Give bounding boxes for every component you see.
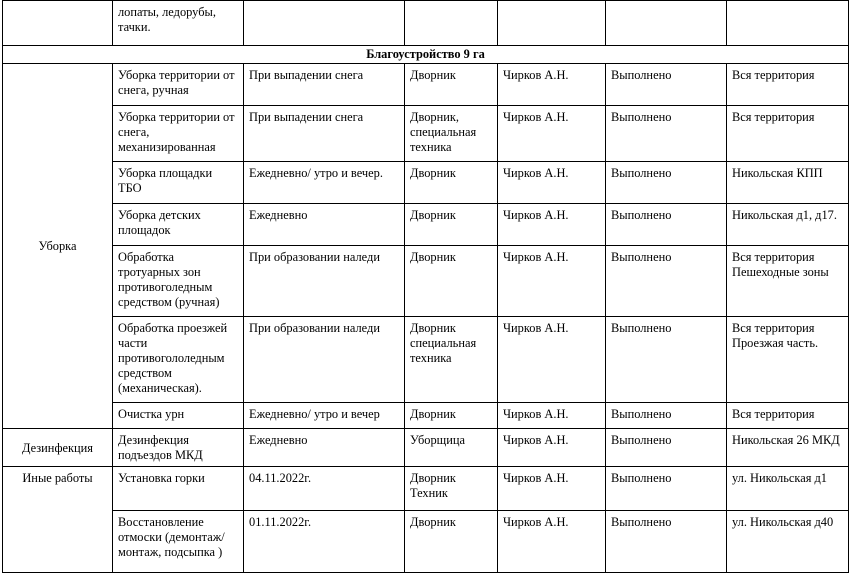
work-cell: Обработка тротуарных зон противоголедным средством (ручная) bbox=[113, 246, 244, 317]
table-row bbox=[3, 204, 849, 246]
table-row bbox=[3, 246, 849, 317]
executor-cell: Дворник Техник bbox=[405, 467, 498, 511]
responsible-cell: Чирков А.Н. bbox=[498, 467, 606, 511]
table-row bbox=[3, 162, 849, 204]
status-cell: Выполнено bbox=[606, 106, 727, 162]
section-row bbox=[3, 46, 849, 64]
executor-cell bbox=[405, 1, 498, 46]
table-row bbox=[3, 317, 849, 403]
status-cell: Выполнено bbox=[606, 64, 727, 106]
status-cell: Выполнено bbox=[606, 403, 727, 429]
responsible-cell: Чирков А.Н. bbox=[498, 511, 606, 573]
work-cell: Уборка территории от снега, механизированная bbox=[113, 106, 244, 162]
status-cell: Выполнено bbox=[606, 467, 727, 511]
table-row bbox=[3, 1, 849, 46]
period-cell: 01.11.2022г. bbox=[244, 511, 405, 573]
work-cell: Обработка проезжей части противогололедным средством (механическая). bbox=[113, 317, 244, 403]
responsible-cell: Чирков А.Н. bbox=[498, 64, 606, 106]
work-cell: Уборка площадки ТБО bbox=[113, 162, 244, 204]
location-cell: Вся территория bbox=[727, 64, 849, 106]
status-cell: Выполнено bbox=[606, 162, 727, 204]
responsible-cell: Чирков А.Н. bbox=[498, 317, 606, 403]
status-cell: Выполнено bbox=[606, 317, 727, 403]
responsible-cell: Чирков А.Н. bbox=[498, 204, 606, 246]
responsible-cell: Чирков А.Н. bbox=[498, 403, 606, 429]
location-cell: Вся территория bbox=[727, 403, 849, 429]
section-title: Благоустройство 9 га bbox=[3, 46, 849, 64]
responsible-cell: Чирков А.Н. bbox=[498, 162, 606, 204]
responsible-cell: Чирков А.Н. bbox=[498, 429, 606, 467]
period-cell: Ежедневно/ утро и вечер. bbox=[244, 162, 405, 204]
period-cell: При образовании наледи bbox=[244, 317, 405, 403]
executor-cell: Уборщица bbox=[405, 429, 498, 467]
period-cell bbox=[244, 1, 405, 46]
category-cleaning: Уборка bbox=[3, 64, 113, 429]
work-cell: Очистка урн bbox=[113, 403, 244, 429]
executor-cell: Дворник bbox=[405, 246, 498, 317]
status-cell: Выполнено bbox=[606, 246, 727, 317]
status-cell bbox=[606, 1, 727, 46]
executor-cell: Дворник специальная техника bbox=[405, 317, 498, 403]
work-cell: Восстановление отмоски (демонтаж/монтаж, подсыпка ) bbox=[113, 511, 244, 573]
period-cell: При выпадении снега bbox=[244, 64, 405, 106]
period-cell: При образовании наледи bbox=[244, 246, 405, 317]
responsible-cell: Чирков А.Н. bbox=[498, 246, 606, 317]
work-cell: Установка горки bbox=[113, 467, 244, 511]
table-row bbox=[3, 467, 849, 511]
location-cell: Вся территория Проезжая часть. bbox=[727, 317, 849, 403]
category-disinfection: Дезинфекция bbox=[3, 429, 113, 467]
location-cell: Никольская КПП bbox=[727, 162, 849, 204]
location-cell: Никольская 26 МКД bbox=[727, 429, 849, 467]
works-table bbox=[2, 0, 849, 573]
location-cell bbox=[727, 1, 849, 46]
executor-cell: Дворник bbox=[405, 64, 498, 106]
executor-cell: Дворник bbox=[405, 162, 498, 204]
status-cell: Выполнено bbox=[606, 204, 727, 246]
table-row bbox=[3, 429, 849, 467]
period-cell: При выпадении снега bbox=[244, 106, 405, 162]
location-cell: Никольская д1, д17. bbox=[727, 204, 849, 246]
status-cell: Выполнено bbox=[606, 511, 727, 573]
executor-cell: Дворник bbox=[405, 204, 498, 246]
work-cell: Уборка детских площадок bbox=[113, 204, 244, 246]
executor-cell: Дворник bbox=[405, 403, 498, 429]
executor-cell: Дворник, специальная техника bbox=[405, 106, 498, 162]
period-cell: Ежедневно bbox=[244, 204, 405, 246]
work-cell: Уборка территории от снега, ручная bbox=[113, 64, 244, 106]
period-cell: 04.11.2022г. bbox=[244, 467, 405, 511]
responsible-cell: Чирков А.Н. bbox=[498, 106, 606, 162]
period-cell: Ежедневно bbox=[244, 429, 405, 467]
status-cell: Выполнено bbox=[606, 429, 727, 467]
category-other: Иные работы bbox=[3, 467, 113, 573]
table-row bbox=[3, 106, 849, 162]
location-cell: ул. Никольская д40 bbox=[727, 511, 849, 573]
responsible-cell bbox=[498, 1, 606, 46]
executor-cell: Дворник bbox=[405, 511, 498, 573]
location-cell: Вся территория Пешеходные зоны bbox=[727, 246, 849, 317]
location-cell: Вся территория bbox=[727, 106, 849, 162]
work-cell: Дезинфекция подъездов МКД bbox=[113, 429, 244, 467]
table-row bbox=[3, 403, 849, 429]
period-cell: Ежедневно/ утро и вечер bbox=[244, 403, 405, 429]
table-row bbox=[3, 64, 849, 106]
table-row bbox=[3, 511, 849, 573]
location-cell: ул. Никольская д1 bbox=[727, 467, 849, 511]
category-cell bbox=[3, 1, 113, 46]
work-cell: лопаты, ледорубы, тачки. bbox=[113, 1, 244, 46]
